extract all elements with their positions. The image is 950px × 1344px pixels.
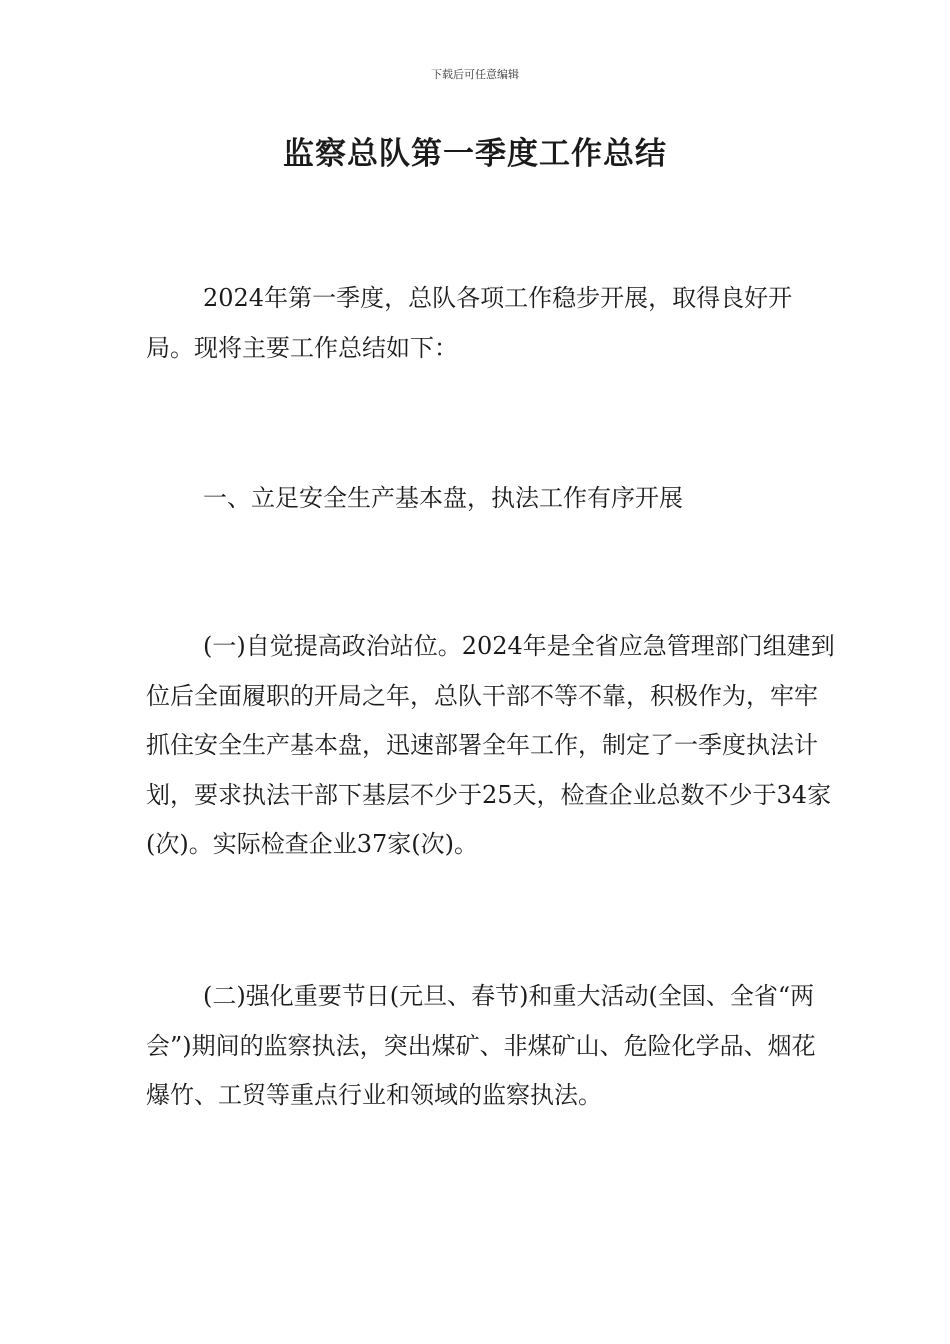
subsection-paragraph-1: (一)自觉提高政治站位。2024年是全省应急管理部门组建到位后全面履职的开局之年，总队干部不等不靠，积极作为，牢牢抓住安全生产基本盘，迅速部署全年工作，制定了一季度执法计划，要求执法干部下基层不少于25天，检查企业总数不少于34家(次)。实际检查企业37家(次)。: [146, 632, 835, 858]
subsection-paragraph-2: (二)强化重要节日(元旦、春节)和重大活动(全国、全省“两会”)期间的监察执法，突出煤矿、非煤矿山、危险化学品、烟花爆竹、工贸等重点行业和领域的监察执法。: [146, 982, 816, 1109]
intro-paragraph: 2024年第一季度，总队各项工作稳步开展，取得良好开局。现将主要工作总结如下：: [146, 284, 793, 362]
header-note: 下载后可任意编辑: [431, 68, 519, 81]
document-title: 监察总队第一季度工作总结: [283, 136, 667, 172]
section-heading-1: 一、立足安全生产基本盘，执法工作有序开展: [203, 484, 683, 512]
